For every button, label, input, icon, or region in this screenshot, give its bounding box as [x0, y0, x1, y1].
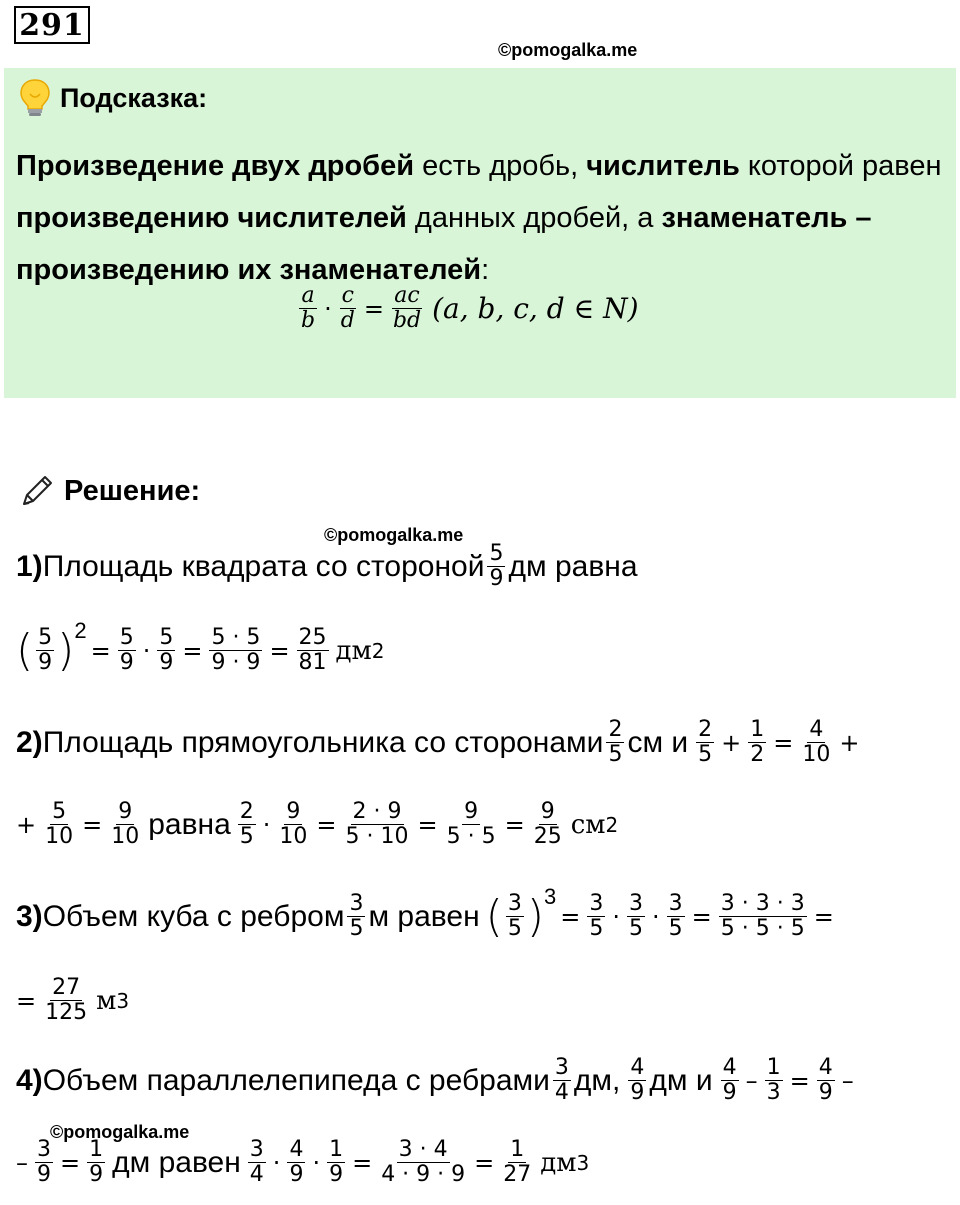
step-4-calc: – $\frac{3}{9}$ = $\frac{1}{9}$ дм равен $\frac{3}{4}$ · $\frac{4}{9}$ · $\frac{1}{9}$ = $\frac{3 \cdot 4}{4 \cdot 9 \cdot 9}$ = $\frac{1}{27}$ дм 3 — [16, 1137, 590, 1187]
watermark-2: ©pomogalka.me — [324, 525, 464, 545]
step-3-calc: = $\frac{27}{125}$ м 3 — [16, 975, 130, 1025]
pencil-icon — [18, 472, 56, 510]
step-1-calc: ( $\frac{5}{9}$ ) 2 = $\frac{5}{9}$ · $\frac{5}{9}$ = $\frac{5 \cdot 5}{9 \cdot 9}$ = $\frac{25}{81}$ дм 2 — [16, 618, 385, 676]
step-2: 2) Площадь прямоугольника со сторонами $\frac{2}{5}$ см и $\frac{2}{5}$ + $\frac{1}{2}$ = $\frac{4}{10}$ + — [16, 717, 860, 767]
problem-number: 291 — [14, 6, 90, 44]
step-1: 1) Площадь квадрата со стороной $\frac{5}{9}$ дм равна — [16, 541, 638, 591]
solution-header — [18, 472, 200, 510]
hint-formula: $\frac{a}{b}$ · $\frac{c}{d}$ = $\frac{ac}{bd}$ (a, b, c, d ∈ N) — [301, 283, 639, 333]
step-2-calc: + $\frac{5}{10}$ = $\frac{9}{10}$ равна $\frac{2}{5}$ · $\frac{9}{10}$ = $\frac{2 \cdot 9}{5 \cdot 10}$ = $\frac{9}{5 \cdot 5}$ = $\frac{9}{25}$ см 2 — [16, 799, 619, 849]
step-3: 3) Объем куба с ребром $\frac{3}{5}$ м равен ( $\frac{3}{5}$ ) 3 = $\frac{3}{5}$ · $\frac{3}{5}$ · $\frac{3}{5}$ = $\frac{3 \cdot 3 \cdot 3}{5 \cdot 5 \cdot 5}$ = — [16, 884, 834, 942]
hint-text: Произведение двух дробей есть дробь, числитель которой равен произведению числителей данных дробей, а знаменатель – произведению их знаменателей: — [16, 150, 942, 286]
lightbulb-icon — [18, 78, 52, 118]
hint-header — [18, 78, 207, 118]
watermark-3: ©pomogalka.me — [50, 1122, 190, 1142]
watermark: ©pomogalka.me — [498, 40, 638, 60]
step-4: 4) Объем параллелепипеда с ребрами $\frac{3}{4}$ дм, $\frac{4}{9}$ дм и $\frac{4}{9}$ – $\frac{1}{3}$ = $\frac{4}{9}$ – — [16, 1055, 854, 1105]
solution-title: Решение: — [64, 474, 201, 507]
hint-title: Подсказка: — [60, 82, 208, 113]
